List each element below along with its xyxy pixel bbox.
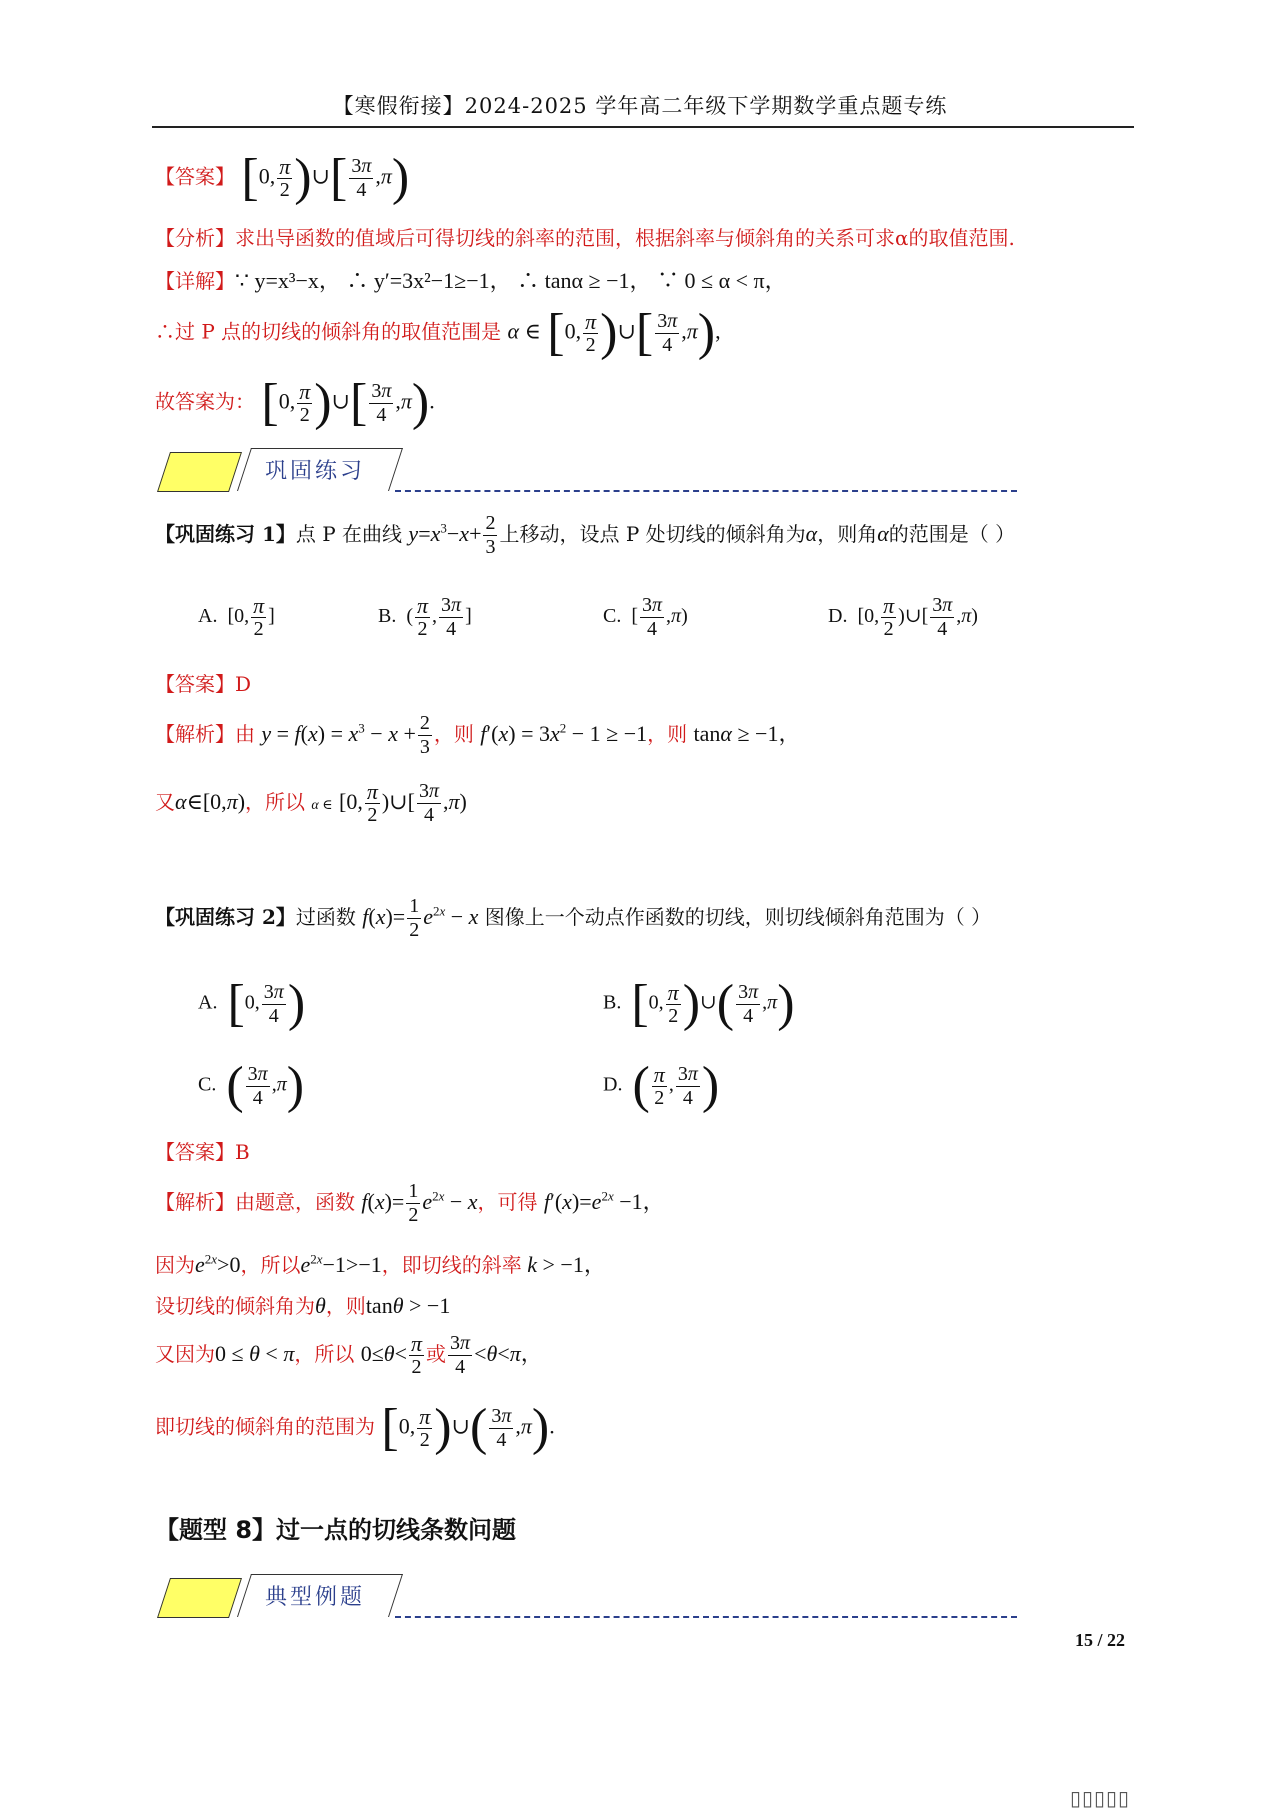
q2-l3-part-b: ，则 xyxy=(325,1294,366,1318)
q2-l2-part-a: 因为 xyxy=(155,1253,195,1277)
q2-solution-line-5: 即切线的倾斜角的范围为 [0, $\frac{\pi}{2}$ )∪( $\frac{3\pi}{4}$ ,π). xyxy=(155,1399,555,1456)
analysis-tag: 【分析】 xyxy=(155,226,235,250)
q2-l4-part-a: 又因为 xyxy=(155,1342,215,1366)
q1-sol-part-d: 又 xyxy=(155,790,175,814)
example-analysis-line xyxy=(155,222,1015,251)
option-letter: C. xyxy=(603,605,622,628)
practice-section-bar xyxy=(157,446,1017,492)
q1-sol-part-e: ，所以 xyxy=(245,790,306,814)
q2-stem-part-b: 图像上一个动点作函数的切线，则切线倾斜角范围为（ ） xyxy=(484,905,992,929)
q2-l4-part-b: ，所以 xyxy=(294,1342,355,1366)
q1-stem-part-c: ，则角 xyxy=(817,522,878,546)
q2-option-c[interactable]: C. ( $\frac{3\pi}{4}$ ,π) xyxy=(198,1057,305,1114)
q2-solution-tag: 【解析】 xyxy=(155,1190,235,1214)
q2-l3-part-a: 设切线的倾斜角为 xyxy=(155,1294,315,1318)
q2-sol-part-b: ，可得 xyxy=(477,1190,538,1214)
option-letter: B. xyxy=(603,991,622,1014)
option-letter: B. xyxy=(378,605,397,628)
q2-option-a[interactable]: A. [0, $\frac{3\pi}{4}$ ) xyxy=(198,975,306,1032)
scroll-indicator-icon[interactable]: ▯▯▯▯▯ xyxy=(1070,1786,1131,1810)
detail-tag: 【详解】 xyxy=(155,269,235,293)
q2-solution-line-3: 设切线的倾斜角为θ，则tanθ > −1 xyxy=(155,1293,451,1318)
q2-l4-part-c: 或 xyxy=(426,1342,447,1366)
q1-tag: 【巩固练习 1】 xyxy=(155,522,296,546)
final-prefix: 故答案为： xyxy=(155,389,255,414)
detail-math: ∵ y=x³−x， ∴ y′=3x²−1≥−1， ∴ tanα ≥ −1， ∵ 0 ≤ α < π， xyxy=(235,268,787,293)
q2-tag: 【巩固练习 2】 xyxy=(155,905,296,929)
q1-sol-part-a: 由 xyxy=(235,722,255,746)
section-yellow-marker xyxy=(157,452,242,492)
example-detail-line xyxy=(155,264,787,295)
q1-option-c[interactable]: C. [ $\frac{3\pi}{4}$ ,π) xyxy=(603,594,688,640)
q2-option-b[interactable]: B. [0, $\frac{\pi}{2}$ )∪( $\frac{3\pi}{4}$ ,π) xyxy=(603,975,795,1032)
q1-solution-tag: 【解析】 xyxy=(155,722,235,746)
q2-l2-part-c: ，即切线的斜率 xyxy=(381,1253,522,1277)
q2-answer-line xyxy=(155,1136,250,1165)
page-number: 15 / 22 xyxy=(1075,1630,1126,1650)
practice-section-label: 巩固练习 xyxy=(265,459,366,484)
option-letter: D. xyxy=(603,1073,623,1096)
example-conclusion-line: ∴过 P 点的切线的倾斜角的取值范围是 α ∈ [0, $\frac{\pi}{2}$ )∪[ $\frac{3\pi}{4}$ ,π), xyxy=(155,304,721,361)
q2-stem-part-a: 过函数 xyxy=(295,905,356,929)
q1-stem-part-b: 上移动，设点 P 处切线的倾斜角为 xyxy=(499,522,806,546)
q2-solution-line-2: 因为$e^{2x}>0$，所以$e^{2x}-1>-1$，即切线的斜率 k > −1， xyxy=(155,1251,606,1277)
q1-answer-tag: 【答案】 xyxy=(155,672,235,696)
q1-option-d[interactable]: D. [0, $\frac{\pi}{2}$ )∪[ $\frac{3\pi}{4}$ ,π) xyxy=(828,593,978,640)
section-yellow-marker xyxy=(157,1578,242,1618)
option-letter: D. xyxy=(828,605,848,628)
analysis-text: 求出导函数的值域后可得切线的斜率的范围，根据斜率与倾斜角的关系可求α的取值范围. xyxy=(235,226,1015,250)
q1-sol-part-c: ，则 xyxy=(647,722,688,746)
q2-answer-value: B xyxy=(235,1140,250,1164)
q1-stem-part-d: 的范围是（ ） xyxy=(888,522,1016,546)
typical-section-bar xyxy=(157,1572,1017,1618)
q1-answer-line xyxy=(155,668,251,697)
typical-section-label: 典型例题 xyxy=(265,1585,366,1610)
q1-option-b[interactable]: B. ( $\frac{\pi}{2}$ , $\frac{3\pi}{4}$ ] xyxy=(378,593,472,640)
q2-answer-tag: 【答案】 xyxy=(155,1140,235,1164)
example-answer-line: 【答案】 [0, $\frac{\pi}{2}$ )∪[ $\frac{3\pi}{4}$ ,π) xyxy=(155,149,410,206)
q2-sol-part-a: 由题意，函数 xyxy=(235,1190,355,1214)
option-letter: A. xyxy=(198,605,218,628)
q2-option-d[interactable]: D. ( $\frac{\pi}{2}$ , $\frac{3\pi}{4}$ ) xyxy=(603,1057,720,1114)
q1-sol-part-b: ，则 xyxy=(433,722,474,746)
q1-solution-line-2: 又α∈[0,π)，所以 α ∈ [0, $\frac{\pi}{2}$ )∪[ $\frac{3\pi}{4}$ ,π) xyxy=(155,779,467,826)
answer-tag: 【答案】 xyxy=(155,164,235,189)
page-header-title: 【寒假衔接】2024-2025 学年高二年级下学期数学重点题专练 xyxy=(332,94,948,118)
q2-solution-line-4: 又因为0 ≤ θ < π，所以 0≤θ< $\frac{\pi}{2}$ 或 $\frac{3\pi}{4}$ <θ<π， xyxy=(155,1331,543,1378)
q2-l2-part-b: ，所以 xyxy=(240,1253,301,1277)
type8-heading: 【题型 8】过一点的切线条数问题 xyxy=(155,1516,517,1544)
conclusion-prefix: ∴过 P 点的切线的倾斜角的取值范围是 xyxy=(155,319,502,344)
q2-l5-part-a: 即切线的倾斜角的范围为 xyxy=(155,1414,375,1439)
q1-answer-value: D xyxy=(235,672,252,696)
option-letter: A. xyxy=(198,991,218,1014)
q1-solution-line-1: 【解析】由 $y = f(x) = x^3 - x$ + $\frac{2}{3}$ ，则 $f'(x) = 3x^2 - 1 \ge -1$，则 tanα ≥ −1， xyxy=(155,712,801,758)
example-final-line: 故答案为： [0, $\frac{\pi}{2}$ )∪[ $\frac{3\pi}{4}$ ,π). xyxy=(155,374,435,431)
section-dashed-rule xyxy=(395,1616,1017,1618)
header-rule xyxy=(152,126,1134,128)
q1-option-a[interactable]: A. [0, $\frac{\pi}{2}$ ] xyxy=(198,593,275,640)
q1-stem: 【巩固练习 1】点 P 在曲线 $y=x^3-x+$ $\frac{2}{3}$ 上移动，设点 P 处切线的倾斜角为α，则角α的范围是（ ） xyxy=(155,512,1016,558)
section-dashed-rule xyxy=(395,490,1017,492)
q1-stem-part-a: 点 P 在曲线 xyxy=(295,522,403,546)
q2-stem: 【巩固练习 2】过函数 f(x)= $\frac{1}{2}$ $e^{2x} - x$ 图像上一个动点作函数的切线，则切线倾斜角范围为（ ） xyxy=(155,895,992,941)
option-letter: C. xyxy=(198,1073,217,1096)
q2-solution-line-1: 【解析】由题意，函数 f(x)= $\frac{1}{2}$ $e^{2x} - x$，可得 $f'(x)=e^{2x} -1$， xyxy=(155,1180,665,1226)
